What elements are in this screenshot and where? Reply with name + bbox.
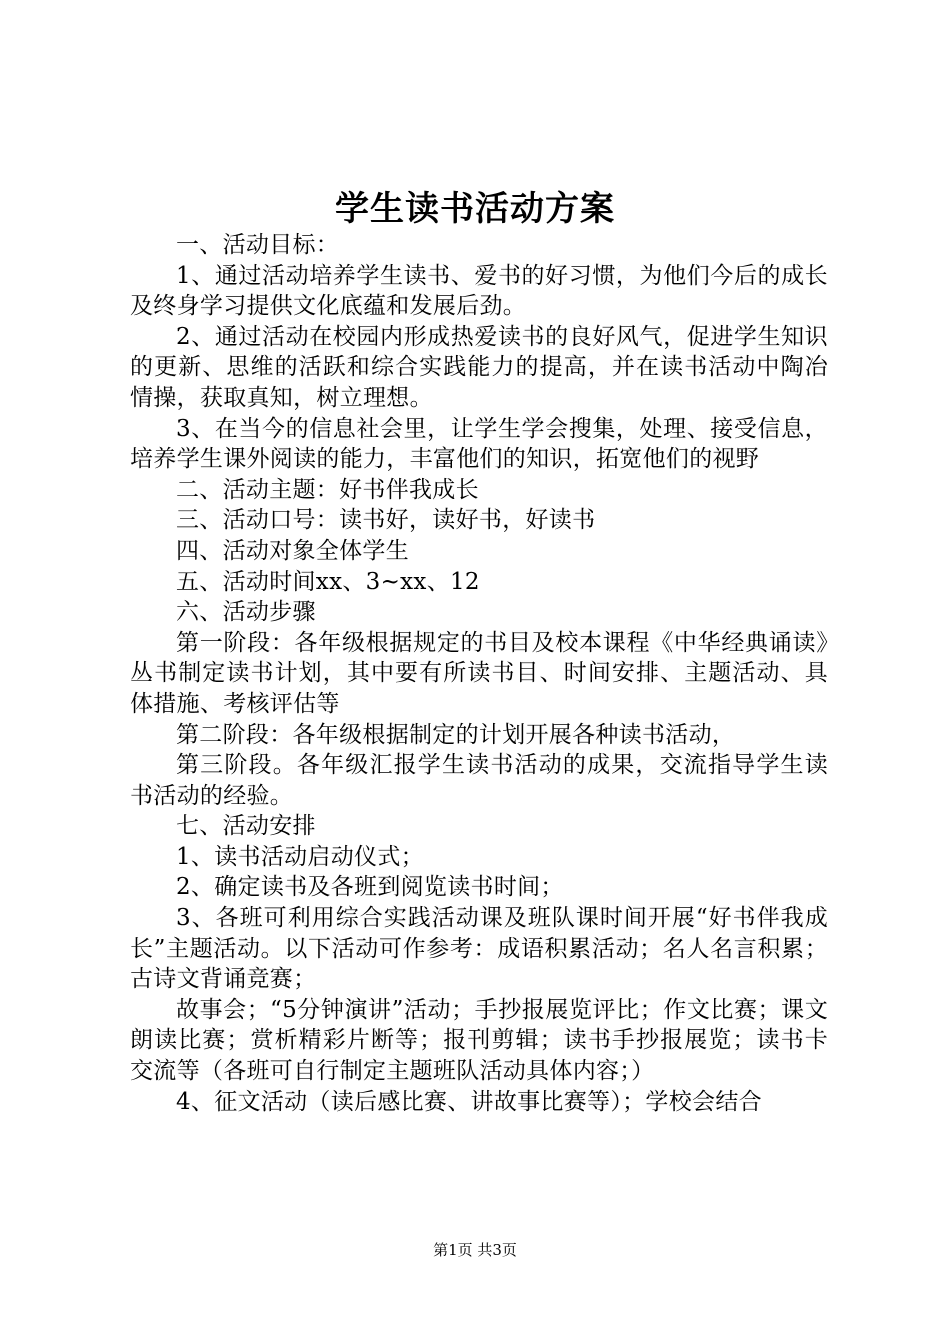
paragraph: 四、活动对象全体学生 [176, 537, 409, 564]
paragraph: 1、读书活动启动仪式； [176, 843, 424, 870]
paragraph: 2、确定读书及各班到阅览读书时间； [176, 874, 564, 901]
paragraph: 第三阶段。各年级汇报学生读书活动的成果，交流指导学生读书活动的经验。 [130, 752, 828, 809]
paragraph: 五、活动时间xx、3~xx、12 [176, 568, 480, 595]
paragraph: 2、通过活动在校园内形成热爱读书的良好风气，促进学生知识的更新、思维的活跃和综合实践能力的提高，并在读书活动中陶冶情操，获取真知，树立理想。 [130, 323, 828, 411]
paragraph: 第一阶段：各年级根据规定的书目及校本课程《中华经典诵读》丛书制定读书计划，其中要有所读书目、时间安排、主题活动、具体措施、考核评估等 [130, 629, 828, 717]
paragraph: 故事会；“5分钟演讲”活动；手抄报展览评比；作文比赛；课文朗读比赛；赏析精彩片断等；报刊剪辑；读书手抄报展览；读书卡交流等（各班可自行制定主题班队活动具体内容；） [130, 996, 828, 1085]
paragraph: 4、征文活动（读后感比赛、讲故事比赛等）；学校会结合 [176, 1088, 762, 1115]
document-title: 学生读书活动方案 [335, 189, 615, 229]
paragraph: 六、活动步骤 [176, 599, 316, 626]
paragraph: 3、在当今的信息社会里，让学生学会搜集，处理、接受信息，培养学生课外阅读的能力，丰富他们的知识，拓宽他们的视野 [130, 415, 828, 473]
paragraph: 1、通过活动培养学生读书、爱书的好习惯，为他们今后的成长及终身学习提供文化底蕴和发展后劲。 [130, 262, 828, 320]
document-body [130, 230, 828, 1117]
page-footer: 第1页 共3页 [433, 1241, 517, 1259]
paragraph: 一、活动目标： [176, 232, 340, 258]
paragraph: 二、活动主题：好书伴我成长 [176, 476, 479, 503]
paragraph: 七、活动安排 [176, 813, 316, 840]
paragraph: 3、各班可利用综合实践活动课及班队课时间开展“好书伴我成长”主题活动。以下活动可作参考：成语积累活动；名人名言积累；古诗文背诵竞赛； [130, 905, 828, 993]
paragraph: 三、活动口号：读书好，读好书，好读书 [176, 507, 596, 534]
paragraph: 第二阶段：各年级根据制定的计划开展各种读书活动， [176, 721, 736, 748]
